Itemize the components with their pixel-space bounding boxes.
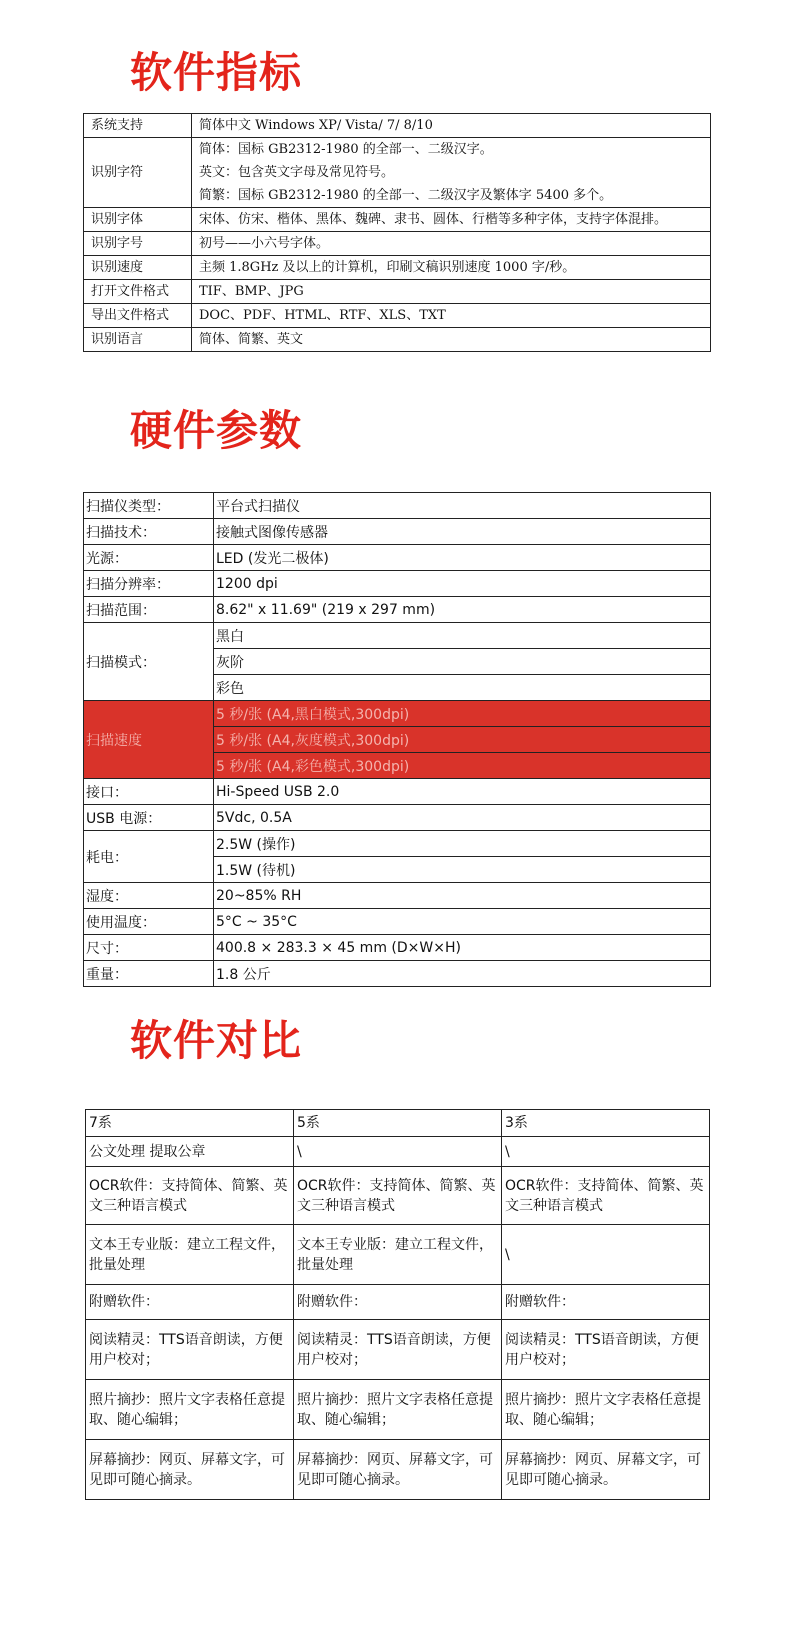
spec-key: 光源：	[84, 545, 214, 571]
spec-value: Hi-Speed USB 2.0	[214, 779, 711, 805]
spec-key: 识别语言	[84, 328, 192, 352]
spec-value: 平台式扫描仪	[214, 493, 711, 519]
spec-value	[192, 256, 711, 280]
table-row-highlight	[84, 701, 711, 727]
table-cell: 屏幕摘抄：网页、屏幕文字，可见即可随心摘录。	[86, 1440, 294, 1500]
table-cell: OCR软件：支持简体、简繁、英文三种语言模式	[502, 1167, 710, 1225]
spec-value: 1.8 公斤	[214, 961, 711, 987]
table-cell: 附赠软件：	[294, 1285, 502, 1320]
table-cell: 附赠软件：	[502, 1285, 710, 1320]
spec-value-line: 简繁：国标 GB2312-1980 的全部一、二级汉字及繁体字 5400 多个。	[199, 188, 613, 203]
table-row	[84, 935, 711, 961]
spec-key: 识别速度	[84, 256, 192, 280]
table-row	[84, 280, 711, 304]
spec-key: 扫描模式：	[84, 623, 214, 701]
spec-value	[192, 114, 711, 138]
spec-key: 耗电：	[84, 831, 214, 883]
spec-key: 扫描范围：	[84, 597, 214, 623]
table-row	[86, 1440, 710, 1500]
section-title-comparison: 软件对比	[130, 1016, 303, 1065]
section-title-hardware: 硬件参数	[130, 406, 303, 455]
table-row	[86, 1320, 710, 1380]
table-row	[84, 328, 711, 352]
spec-value	[192, 138, 711, 208]
spec-value-line: 简体中文 Windows XP/ Vista/ 7/ 8/10	[199, 118, 433, 133]
column-header: 3系	[502, 1110, 710, 1137]
section-title-software-specs: 软件指标	[130, 48, 303, 97]
spec-key: 识别字体	[84, 208, 192, 232]
software-specs-table	[83, 113, 711, 352]
spec-key: 湿度：	[84, 883, 214, 909]
table-cell: 屏幕摘抄：网页、屏幕文字，可见即可随心摘录。	[502, 1440, 710, 1500]
spec-key: 尺寸：	[84, 935, 214, 961]
table-row	[84, 597, 711, 623]
column-header: 7系	[86, 1110, 294, 1137]
spec-value-line: 初号——小六号字体。	[199, 236, 330, 251]
table-row	[84, 304, 711, 328]
spec-key: 扫描分辨率：	[84, 571, 214, 597]
spec-value: 8.62" x 11.69" (219 x 297 mm)	[214, 597, 711, 623]
spec-key: 系统支持	[84, 114, 192, 138]
table-row	[84, 571, 711, 597]
table-row	[86, 1225, 710, 1285]
spec-value: 彩色	[214, 675, 711, 701]
spec-value: 1200 dpi	[214, 571, 711, 597]
table-row	[86, 1167, 710, 1225]
table-cell: 公文处理 提取公章	[86, 1137, 294, 1167]
table-cell: 文本王专业版：建立工程文件，批量处理	[294, 1225, 502, 1285]
table-row	[84, 909, 711, 935]
table-row	[84, 232, 711, 256]
table-row	[84, 493, 711, 519]
table-row	[84, 545, 711, 571]
spec-value: 5 秒/张 (A4,黑白模式,300dpi)	[214, 701, 711, 727]
spec-key: 扫描技术：	[84, 519, 214, 545]
spec-key: 导出文件格式	[84, 304, 192, 328]
spec-value-line: 英文：包含英文字母及常见符号。	[199, 165, 395, 180]
table-row	[84, 208, 711, 232]
spec-value: 5 秒/张 (A4,彩色模式,300dpi)	[214, 753, 711, 779]
table-row	[84, 831, 711, 857]
table-cell: 文本王专业版：建立工程文件，批量处理	[86, 1225, 294, 1285]
comparison-body	[86, 1110, 710, 1500]
table-row	[84, 961, 711, 987]
table-cell: \	[502, 1137, 710, 1167]
spec-key: 扫描仪类型：	[84, 493, 214, 519]
table-row	[84, 256, 711, 280]
spec-value: 5Vdc, 0.5A	[214, 805, 711, 831]
spec-value	[192, 304, 711, 328]
spec-value: 灰阶	[214, 649, 711, 675]
spec-key: 重量：	[84, 961, 214, 987]
table-row	[84, 519, 711, 545]
spec-key: 使用温度：	[84, 909, 214, 935]
table-row	[86, 1285, 710, 1320]
table-row	[84, 883, 711, 909]
software-specs-body	[84, 114, 711, 352]
spec-value: 20~85% RH	[214, 883, 711, 909]
table-cell: 照片摘抄：照片文字表格任意提取、随心编辑；	[86, 1380, 294, 1440]
spec-value: 400.8 × 283.3 × 45 mm (D×W×H)	[214, 935, 711, 961]
comparison-table	[85, 1109, 710, 1500]
table-row	[84, 623, 711, 649]
table-cell: OCR软件：支持简体、简繁、英文三种语言模式	[294, 1167, 502, 1225]
spec-value: 2.5W (操作)	[214, 831, 711, 857]
spec-value	[192, 208, 711, 232]
spec-value-line: TIF、BMP、JPG	[199, 284, 304, 299]
spec-value: 5°C ~ 35°C	[214, 909, 711, 935]
table-row	[84, 114, 711, 138]
table-cell: \	[502, 1225, 710, 1285]
spec-value-line: 简体、简繁、英文	[199, 332, 304, 347]
spec-value: 黑白	[214, 623, 711, 649]
spec-value-line: 简体：国标 GB2312-1980 的全部一、二级汉字。	[199, 142, 493, 157]
table-cell: 附赠软件：	[86, 1285, 294, 1320]
column-header: 5系	[294, 1110, 502, 1137]
spec-value	[192, 328, 711, 352]
table-cell: \	[294, 1137, 502, 1167]
table-row	[84, 805, 711, 831]
spec-key: 识别字号	[84, 232, 192, 256]
hardware-table	[83, 492, 711, 987]
spec-key: 识别字符	[84, 138, 192, 208]
table-cell: 阅读精灵：TTS语音朗读，方便用户校对；	[294, 1320, 502, 1380]
spec-key: USB 电源：	[84, 805, 214, 831]
spec-value: LED (发光二极体)	[214, 545, 711, 571]
spec-key: 接口：	[84, 779, 214, 805]
spec-value-line: 宋体、仿宋、楷体、黑体、魏碑、隶书、圆体、行楷等多种字体，支持字体混排。	[199, 212, 668, 227]
spec-value: 接触式图像传感器	[214, 519, 711, 545]
table-row	[84, 779, 711, 805]
table-cell: 阅读精灵：TTS语音朗读，方便用户校对；	[502, 1320, 710, 1380]
table-row	[86, 1137, 710, 1167]
table-cell: 屏幕摘抄：网页、屏幕文字，可见即可随心摘录。	[294, 1440, 502, 1500]
table-cell: 照片摘抄：照片文字表格任意提取、随心编辑；	[502, 1380, 710, 1440]
table-cell: 阅读精灵：TTS语音朗读，方便用户校对；	[86, 1320, 294, 1380]
spec-value: 5 秒/张 (A4,灰度模式,300dpi)	[214, 727, 711, 753]
spec-value	[192, 232, 711, 256]
table-cell: OCR软件：支持简体、简繁、英文三种语言模式	[86, 1167, 294, 1225]
spec-value-line: 主频 1.8GHz 及以上的计算机，印刷文稿识别速度 1000 字/秒。	[199, 260, 576, 275]
spec-value: 1.5W (待机)	[214, 857, 711, 883]
table-row	[86, 1380, 710, 1440]
spec-value	[192, 280, 711, 304]
table-row	[84, 138, 711, 208]
table-header-row	[86, 1110, 710, 1137]
table-cell: 照片摘抄：照片文字表格任意提取、随心编辑；	[294, 1380, 502, 1440]
spec-key: 扫描速度	[84, 701, 214, 779]
spec-value-line: DOC、PDF、HTML、RTF、XLS、TXT	[199, 308, 446, 323]
spec-key: 打开文件格式	[84, 280, 192, 304]
